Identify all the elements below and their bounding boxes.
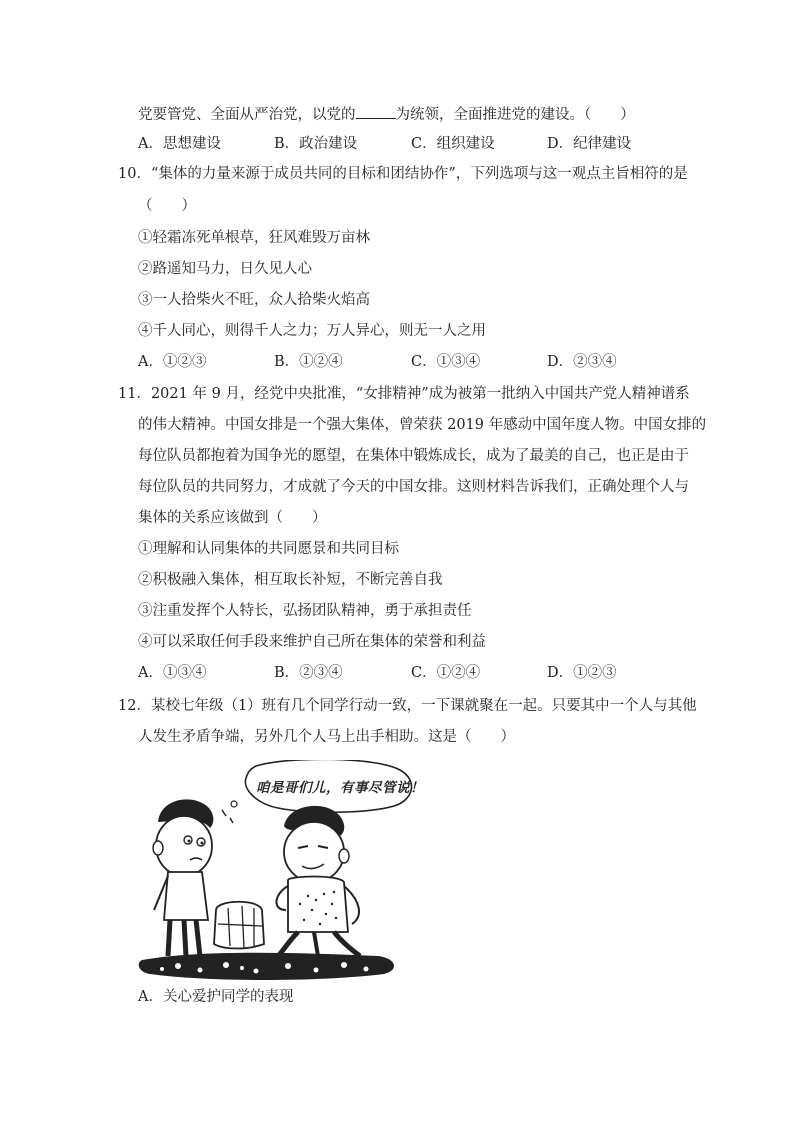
q11-item-4: ④可以采取任何手段来维护自己所在集体的荣誉和利益 bbox=[138, 634, 486, 650]
q9-option-d[interactable]: D．纪律建设 bbox=[547, 136, 632, 152]
ground-shadow bbox=[139, 953, 394, 980]
q11-stem-line4: 每位队员的共同努力，才成就了今天的中国女排。这则材料告诉我们，正确处理个人与 bbox=[138, 479, 689, 495]
school-bag bbox=[214, 902, 264, 949]
q11-option-d[interactable]: D．①②③ bbox=[547, 665, 617, 681]
q11-option-a[interactable]: A．①③④ bbox=[138, 665, 207, 681]
q12-stem-text: 某校七年级（1）班有几个同学行动一致，一下课就聚在一起。只要其中一个人与其他 bbox=[150, 698, 697, 714]
q11-option-c[interactable]: C．①②④ bbox=[411, 665, 481, 681]
q10-stem-line2: （ ） bbox=[138, 198, 196, 214]
question-number: 10． bbox=[118, 166, 151, 182]
q10-item-4: ④千人同心，则得千人之力；万人异心，则无一人之用 bbox=[138, 323, 486, 339]
q10-stem-line1 bbox=[118, 164, 688, 184]
q10-item-1: ①轻霜冻死单根草，狂风难毁万亩林 bbox=[138, 230, 370, 246]
q10-stem-text: “集体的力量来源于成员共同的目标和团结协作”，下列选项与这一观点主旨相符的是 bbox=[150, 166, 688, 182]
question-number: 11． bbox=[118, 386, 151, 402]
q11-option-b[interactable]: B．②③④ bbox=[274, 665, 343, 681]
q9-stem-part2: 为统领，全面推进党的建设。（ ） bbox=[395, 107, 635, 123]
question-number: 12． bbox=[118, 698, 151, 714]
q9-stem bbox=[138, 104, 635, 125]
q11-item-3: ③注重发挥个人特长，弘扬团队精神，勇于承担责任 bbox=[138, 603, 472, 619]
right-boy bbox=[276, 806, 360, 956]
q11-stem-line2: 的伟大精神。中国女排是一个强大集体，曾荣获 2019 年感动中国年度人物。中国女排的 bbox=[138, 417, 707, 433]
q9-option-b[interactable]: B．政治建设 bbox=[274, 136, 358, 152]
q11-stem-line1 bbox=[118, 384, 690, 404]
answer-blank bbox=[356, 104, 396, 119]
left-boy bbox=[153, 799, 213, 956]
q10-option-c[interactable]: C．①③④ bbox=[411, 354, 481, 370]
speech-bubble-text: 咱是哥们儿，有事尽管说！ bbox=[256, 780, 424, 796]
q10-item-2: ②路遥知马力，日久见人心 bbox=[138, 261, 312, 277]
q12-stem-line2: 人发生矛盾争端，另外几个人马上出手相助。这是（ ） bbox=[138, 729, 515, 745]
q11-stem-text: 2021 年 9 月，经党中央批准，“女排精神”成为被第一批纳入中国共产党人精神谱系 bbox=[150, 386, 690, 402]
q10-option-d[interactable]: D．②③④ bbox=[547, 354, 617, 370]
q9-option-a[interactable]: A．思想建设 bbox=[138, 136, 221, 152]
q9-option-c[interactable]: C．组织建设 bbox=[411, 136, 495, 152]
q10-item-3: ③一人拾柴火不旺，众人拾柴火焰高 bbox=[138, 292, 370, 308]
q10-option-a[interactable]: A．①②③ bbox=[138, 354, 207, 370]
q9-stem-part1: 党要管党、全面从严治党，以党的 bbox=[138, 107, 356, 123]
q11-stem-line5: 集体的关系应该做到（ ） bbox=[138, 510, 327, 526]
cartoon-illustration bbox=[138, 760, 424, 982]
q12-stem-line1 bbox=[118, 696, 697, 716]
q11-item-1: ①理解和认同集体的共同愿景和共同目标 bbox=[138, 541, 399, 557]
q12-option-a[interactable]: A．关心爱护同学的表现 bbox=[138, 989, 294, 1005]
q10-option-b[interactable]: B．①②④ bbox=[274, 354, 343, 370]
q11-stem-line3: 每位队员都抱着为国争光的愿望，在集体中锻炼成长，成为了最美的自己，也正是由于 bbox=[138, 448, 689, 464]
q11-item-2: ②积极融入集体，相互取长补短，不断完善自我 bbox=[138, 572, 443, 588]
